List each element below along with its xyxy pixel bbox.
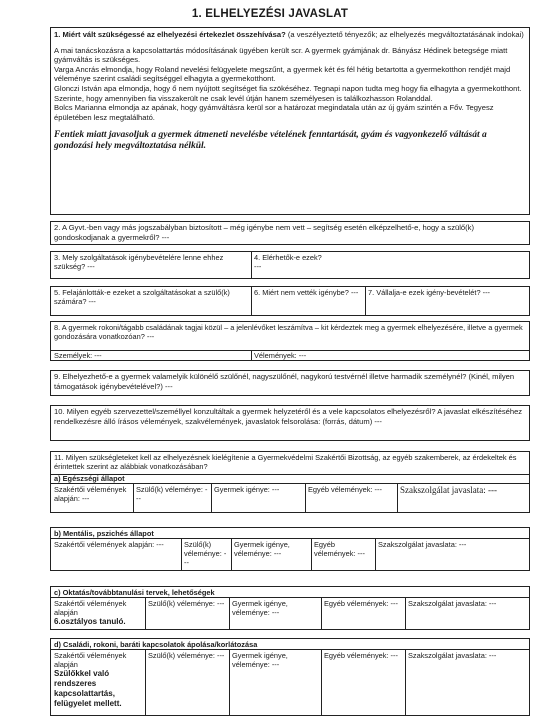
s11c-parent: Szülő(k) véleménye: --- (148, 599, 225, 608)
section-8 (50, 321, 530, 361)
s4-question: 4. Elérhetők-e ezek? (254, 253, 322, 262)
s11d-expert: Szakértői vélemények alapján (54, 651, 127, 669)
section-3-4 (50, 251, 530, 279)
s2-text: 2. A Gyvt.-ben vagy más jogszabályban biztosított – még igénybe nem vett – segítség esetén elképzelhető-e, hogy a szülő(k) gondoskodjanak a gyermekről? --- (54, 223, 475, 242)
s1-question-note: (a veszélyeztető tényezők; az elhelyezés megváltoztatásának indokai) (287, 30, 524, 39)
s11a-child: Gyermek igénye: --- (214, 485, 280, 494)
s11d-expert-value: Szülőkkel való rendszeres kapcsolattartás, felügyelet mellett. (54, 669, 122, 708)
s11c-expert-value: 6.osztályos tanuló. (54, 617, 126, 626)
s10-text: 10. Milyen egyéb szervezettel/személlyel konzultáltak a gyermek helyzetéről és a vele kapcsolatos elhelyezésről? A javaslat elkészítéséhez rendelkezésre álló írásos vélemények, szakvélemények, javaslatok felsorolása: (forrás, dátum) --- (54, 407, 523, 426)
s1-question: 1. Miért vált szükségessé az elhelyezési értekezlet összehívása? (54, 30, 286, 39)
s8-opinions: Vélemények: --- (254, 351, 307, 360)
s1-conclusion: Fentiek miatt javasoljuk a gyermek átmeneti nevelésbe vételének fenntartását, gyám és vagyonkezelő váltását a gondozási hely megváltoztatása nélkül. (54, 130, 487, 152)
s1-paragraph-2: Varga Ancrás elmondja, hogy Roland nevelési felügyelete megszűnt, a gyermek két és fél hétig betartotta a gyermekotthon rendjét majd véleménye szerint családi segítséggel elhagyta a gyermekotthont. (54, 64, 511, 84)
s11b-service: Szakszolgálat javaslata: --- (378, 540, 467, 549)
s11d-label: d) Családi, rokoni, baráti kapcsolatok ápolása/korlátozása (54, 640, 258, 649)
s11a-label: a) Egészségi állapot (54, 474, 125, 483)
s11b-other: Egyéb vélemények: --- (314, 540, 365, 558)
section-9 (50, 370, 530, 396)
s7-question: 7. Vállalja-e ezek igény-bevételét? --- (368, 288, 491, 297)
s11d-service: Szakszolgálat javaslata: --- (408, 651, 497, 660)
s11d-child: Gyermek igénye, véleménye: --- (232, 651, 288, 669)
s11a-parent: Szülő(k) véleménye: --- (136, 485, 208, 503)
s11a-service: Szakszolgálat javaslata: --- (400, 485, 497, 495)
section-2 (50, 221, 530, 245)
s4-answer: --- (254, 262, 262, 271)
s8-persons: Személyek: --- (54, 351, 102, 360)
s1-paragraph-4: Bolcs Marianna elmondja az apának, hogy gyámváltásra kerül sor a határozat megindatala után az új gyám szintén a Főv. Tegyesz épületében lesz megtalálható. (54, 103, 494, 122)
s11-intro: 11. Milyen szükségleteket kell az elhelyezésnek kielégítenie a Gyermekvédelmi Szakértői Bizottság, az egyéb szakemberek, az érdekeltek és érintettek szerint az alábbiak vonatkozásában? (54, 453, 517, 471)
s11d-parent: Szülő(k) véleménye: --- (148, 651, 225, 660)
section-5-6-7 (50, 286, 530, 316)
section-10 (50, 405, 530, 441)
section-11b (50, 527, 530, 571)
s11c-expert: Szakértői vélemények alapján (54, 599, 127, 617)
s11b-label: b) Mentális, pszichés állapot (54, 529, 154, 538)
page-title: 1. ELHELYEZÉSI JAVASLAT (191, 8, 349, 20)
section-11 (50, 451, 530, 513)
s6-question: 6. Miért nem vették igénybe? --- (254, 288, 359, 297)
s5-question: 5. Felajánlották-e ezeket a szolgáltatásokat a szülő(k) számára? --- (54, 288, 230, 306)
s11b-parent: Szülő(k) véleménye: --- (184, 540, 227, 567)
s3-question: 3. Mely szolgáltatások igénybevételére lenne ehhez szükség? --- (54, 253, 224, 271)
s1-paragraph-1: A mai tanácskozásra a kapcsolattartás módosításának ügyében került scr. A gyermek gyámjának dr. Bányász Hédinek betegsége miatt gyámváltás is szükséges. (54, 45, 508, 65)
s11b-expert: Szakértői vélemények alapján: --- (54, 540, 164, 549)
s11d-other: Egyéb vélemények: --- (324, 651, 398, 660)
section-11c (50, 586, 530, 630)
section-1 (50, 27, 530, 215)
s11c-other: Egyéb vélemények: --- (324, 599, 398, 608)
s11a-expert: Szakértői vélemények alapján: --- (54, 485, 127, 503)
s11c-label: c) Oktatás/továbbtanulási tervek, lehetőségek (54, 588, 215, 597)
s11a-other: Egyéb vélemények: --- (308, 485, 382, 494)
s11c-child: Gyermek igénye, véleménye: --- (232, 599, 288, 617)
s1-paragraph-3: Glonczi István apa elmondja, hogy ő nem nyújtott segítséget fia szökéséhez. Tegnapi napon tudta meg hogy fia elhagyta a gyermekotthont. Szerinte, hogy amennyiben fia visszakerült ne csak levél útján hanem személyesen is találkozhasson Rolanddal. (54, 83, 522, 103)
s11b-child: Gyermek igénye, véleménye: --- (234, 540, 290, 558)
section-11d (50, 638, 530, 716)
s9-text: 9. Elhelyezhető-e a gyermek valamelyik különélő szülőnél, nagyszülőnél, nagykorú testvérnél illetve harmadik személynél? (Kinél, milyen támogatások igénybevételével?) --- (54, 372, 515, 391)
s11c-service: Szakszolgálat javaslata: --- (408, 599, 497, 608)
s8-question: 8. A gyermek rokoni/tágabb családának tagjai közül – a jelenlévőket leszámítva – kit kérdeztek meg a gyermek elhelyezésére, illetve a gyermek gondozására vonatkozóan? --- (54, 323, 523, 341)
